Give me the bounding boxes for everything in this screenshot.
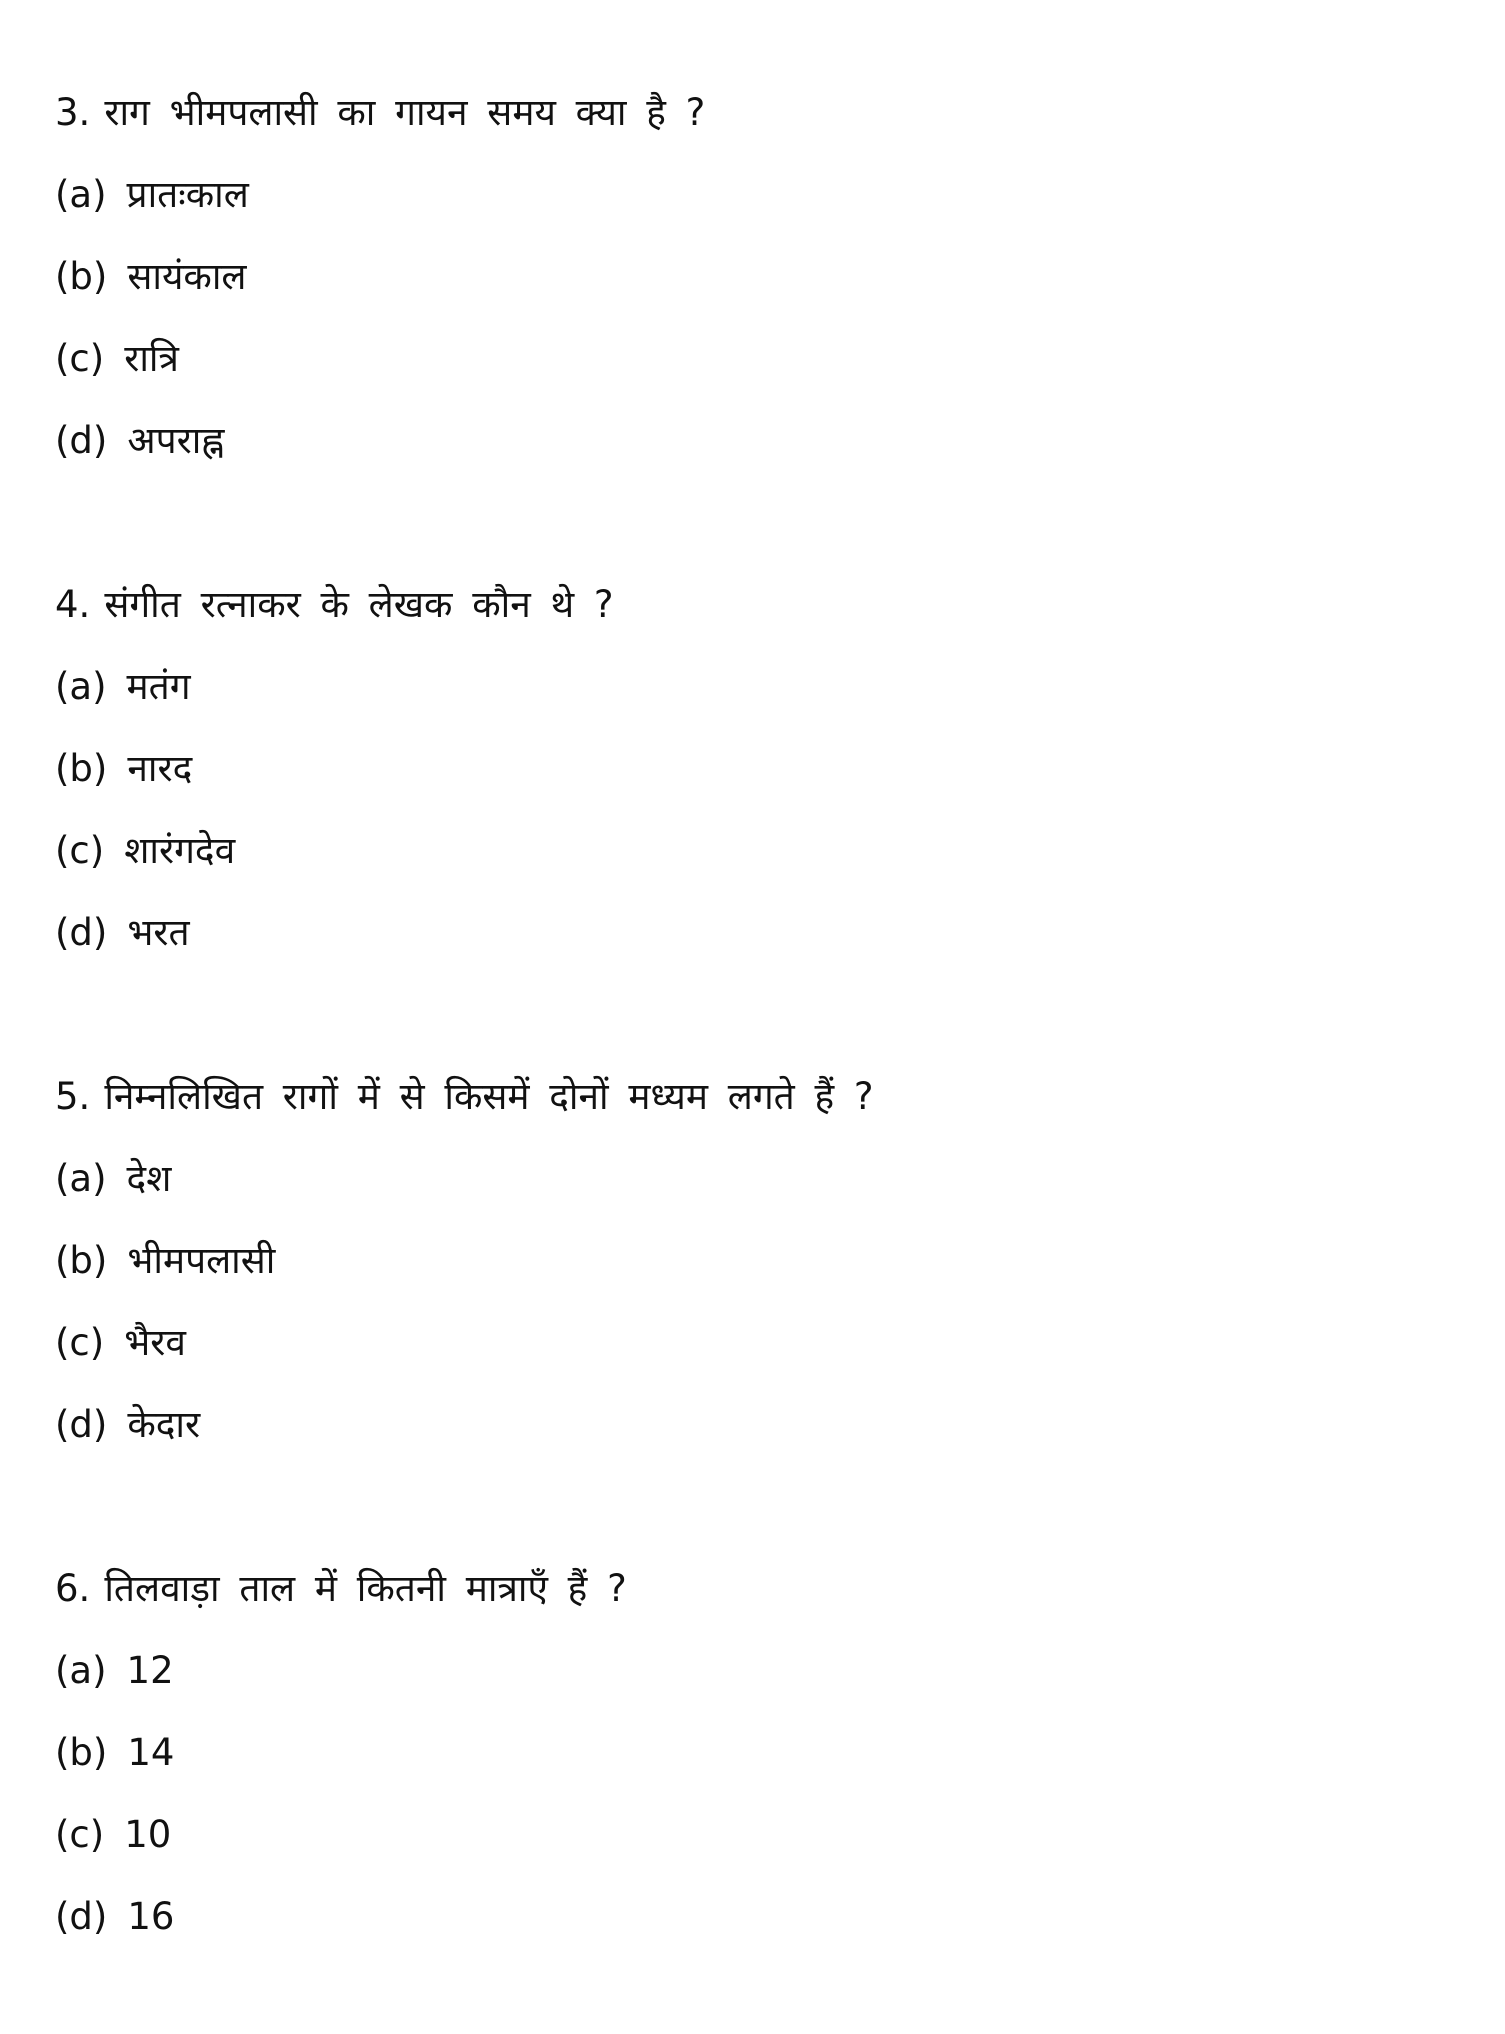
option-a [55,1630,1455,1712]
option-text: भरत [127,911,190,954]
option-text: नारद [127,747,193,790]
option-text: मतंग [126,665,191,708]
option-text: भीमपलासी [127,1239,276,1282]
option-key: (a) [55,1649,107,1692]
question-line [55,1548,1455,1630]
option-text: शारंगदेव [124,829,236,872]
option-key: (a) [55,665,107,708]
option-a [55,154,1455,236]
question-line [55,1056,1455,1138]
option-b [55,728,1455,810]
option-key: (b) [55,255,108,298]
question-number: 3. [55,91,91,134]
option-text: भैरव [124,1321,186,1364]
option-text: 12 [126,1649,174,1692]
option-text: 14 [127,1731,175,1774]
question-text: निम्नलिखित रागों में से किसमें दोनों मध्यम लगते हैं ? [104,1075,874,1118]
option-c [55,1794,1455,1876]
option-text: अपराह्न [127,419,225,462]
option-key: (a) [55,1157,107,1200]
option-key: (c) [55,1813,105,1856]
option-a [55,1138,1455,1220]
option-key: (c) [55,337,105,380]
question-sheet [55,72,1455,1958]
question-number: 5. [55,1075,91,1118]
question-6 [55,1548,1455,1958]
option-key: (d) [55,1403,108,1446]
option-text: 10 [124,1813,172,1856]
option-key: (d) [55,419,108,462]
option-d [55,1384,1455,1466]
question-number: 4. [55,583,91,626]
option-text: रात्रि [124,337,179,380]
option-key: (c) [55,1321,105,1364]
option-b [55,1712,1455,1794]
option-c [55,1302,1455,1384]
option-text: सायंकाल [127,255,247,298]
option-key: (c) [55,829,105,872]
option-key: (d) [55,911,108,954]
question-number: 6. [55,1567,91,1610]
question-line [55,564,1455,646]
option-key: (d) [55,1895,108,1938]
question-text: संगीत रत्नाकर के लेखक कौन थे ? [104,583,614,626]
question-text: तिलवाड़ा ताल में कितनी मात्राएँ हैं ? [104,1567,627,1610]
option-d [55,1876,1455,1958]
option-d [55,400,1455,482]
option-a [55,646,1455,728]
option-text: देश [126,1157,172,1200]
option-key: (b) [55,1731,108,1774]
option-b [55,1220,1455,1302]
option-c [55,810,1455,892]
option-text: प्रातःकाल [126,173,249,216]
option-c [55,318,1455,400]
option-key: (b) [55,747,108,790]
option-d [55,892,1455,974]
option-key: (b) [55,1239,108,1282]
option-key: (a) [55,173,107,216]
question-3 [55,72,1455,482]
question-text: राग भीमपलासी का गायन समय क्या है ? [104,91,706,134]
question-4 [55,564,1455,974]
question-5 [55,1056,1455,1466]
option-b [55,236,1455,318]
question-line [55,72,1455,154]
option-text: 16 [127,1895,175,1938]
option-text: केदार [127,1403,201,1446]
